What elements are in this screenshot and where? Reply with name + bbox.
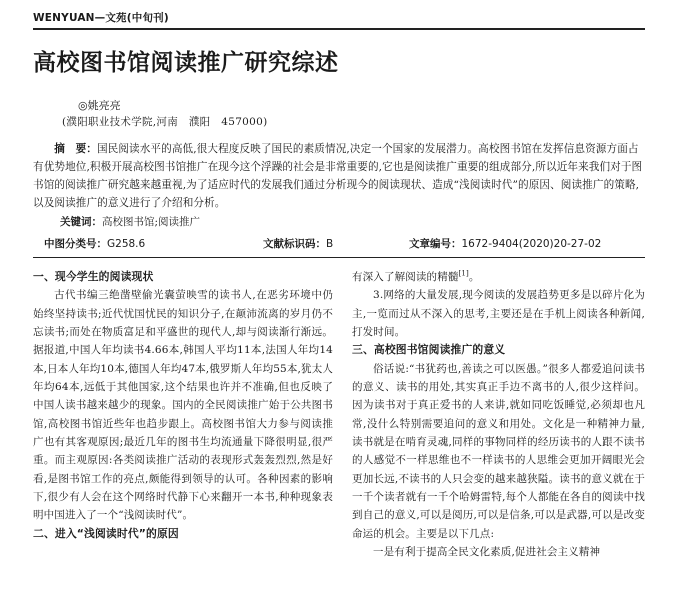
section-3-paragraph: 俗话说:“书犹药也,善读之可以医愚。”很多人都爱追问读书的意义、读书的用处,其实真正手边不离书的人,很少这样问。因为读书对于真正爱书的人来讲,就如同吃饭睡觉,必须却也凡常,没什么特别需要追问的意义和用处。文化是一种精神力量,读书就是在啃育灵魂,同样的事物同样的经历读书的人跟不读书的人感觉不一样思维也不一样读书的人思维会更加开阔眼光会更加长远,不读书的人只会变的越来越狭隘。读书的意义就在于一千个读者就有一千个哈姆雷特,每个人都能在各自的阅读中找到自己的意义,可以是阅历,可以是信条,可以是武器,可以是改变命运的机会。主要是以下几点: [352, 362, 645, 540]
article-number [409, 236, 601, 251]
citation-ref: [1] [458, 269, 469, 278]
section-3-point-1: 一是有利于提高全民文化素质,促进社会主义精神 [373, 546, 601, 559]
right-column [352, 268, 645, 562]
author-name: ◎姚亮亮 [78, 99, 121, 112]
section-1-heading: 一、现今学生的阅读现状 [33, 270, 154, 283]
section-1-paragraph: 古代书编三绝凿壁偷光囊萤映雪的读书人,在恶劣环境中仍始终坚持读书;近代忧国忧民的知识分子,在颠沛流离的岁月仍不忘读书;而处在物质富足和平盛世的现代人,却与阅读渐行渐远。据报道,中国人年均读书4.66本,韩国人平均11本,法国人年均14本,日本人年均10本,德国人年均47本,俄罗斯人年均55本,犹太人年均64本,远低于其他国家,这个结果也许并不准确,但也反映了中国人读书越来越少的现象。国内的全民阅读推广始于公共图书馆,高校图书馆近些年也趋步跟上。高校图书馆大力参与阅读推广也有其客观原因;最近几年的图书生均流通量下降很明显,很严重。而主观原因:各类阅读推广活动的表现形式轰轰烈烈,然是好看,是图书馆工作的亮点,颇能得到领导的认可。各种因素的影响下,很少有人会在这个网络时代静下心来翻开一本书,种种现象表明中国进入了一个“浅阅读时代”。 [33, 289, 333, 522]
left-column [33, 268, 333, 543]
abstract [33, 140, 645, 212]
abstract-label: 摘 要： [54, 143, 97, 155]
doc-code-value: B [326, 238, 334, 250]
keywords-label: 关键词： [60, 216, 102, 228]
document-code [263, 236, 333, 251]
doc-code-label: 文献标识码： [263, 238, 326, 250]
point-3-paragraph: 3.网络的大量发展,现今阅读的发展趋势更多是以碎片化为主,一览而过从不深入的思考,主要还是在手机上阅读各种新闻,打发时间。 [352, 289, 645, 339]
author-affiliation: (濮阳职业技术学院,河南 濮阳 457000) [62, 116, 268, 128]
running-head: WENYUAN—文苑(中旬刊) [33, 12, 169, 24]
section-3-heading: 三、高校图书馆阅读推广的意义 [352, 343, 506, 357]
keywords-text: 高校图书馆;阅读推广 [102, 216, 201, 228]
article-title: 高校图书馆阅读推广研究综述 [33, 49, 339, 76]
top-rule [33, 28, 645, 30]
article-no-value: 1672-9404(2020)20-27-02 [461, 238, 602, 250]
abstract-text: 国民阅读水平的高低,很大程度反映了国民的素质情况,决定一个国家的发展潜力。高校图书馆在发挥信息资源方面占有优势地位,积极开展高校图书馆推广在现今这个浮躁的社会是非常重要的,它也是阅读推广重要的组成部分,所以近年来我们对于图书馆的阅读推广研究越来越重视,为了适应时代的发展我们通过分析现今的阅读现状、造成“浅阅读时代”的原因、阅读推广的策略,以及阅读推广的意义进行了介绍和分析。 [33, 143, 643, 209]
continued-end: 。 [468, 271, 480, 283]
continued-paragraph [352, 268, 645, 286]
clc-number [44, 236, 145, 251]
continued-text: 有深入了解阅读的精髓 [352, 271, 459, 283]
clc-label: 中图分类号： [44, 238, 107, 250]
article-no-label: 文章编号： [409, 238, 462, 250]
header-divider [33, 257, 645, 258]
section-2-heading: 二、进入“浅阅读时代”的原因 [33, 526, 179, 540]
clc-value: G258.6 [107, 238, 146, 250]
keywords [60, 214, 200, 229]
